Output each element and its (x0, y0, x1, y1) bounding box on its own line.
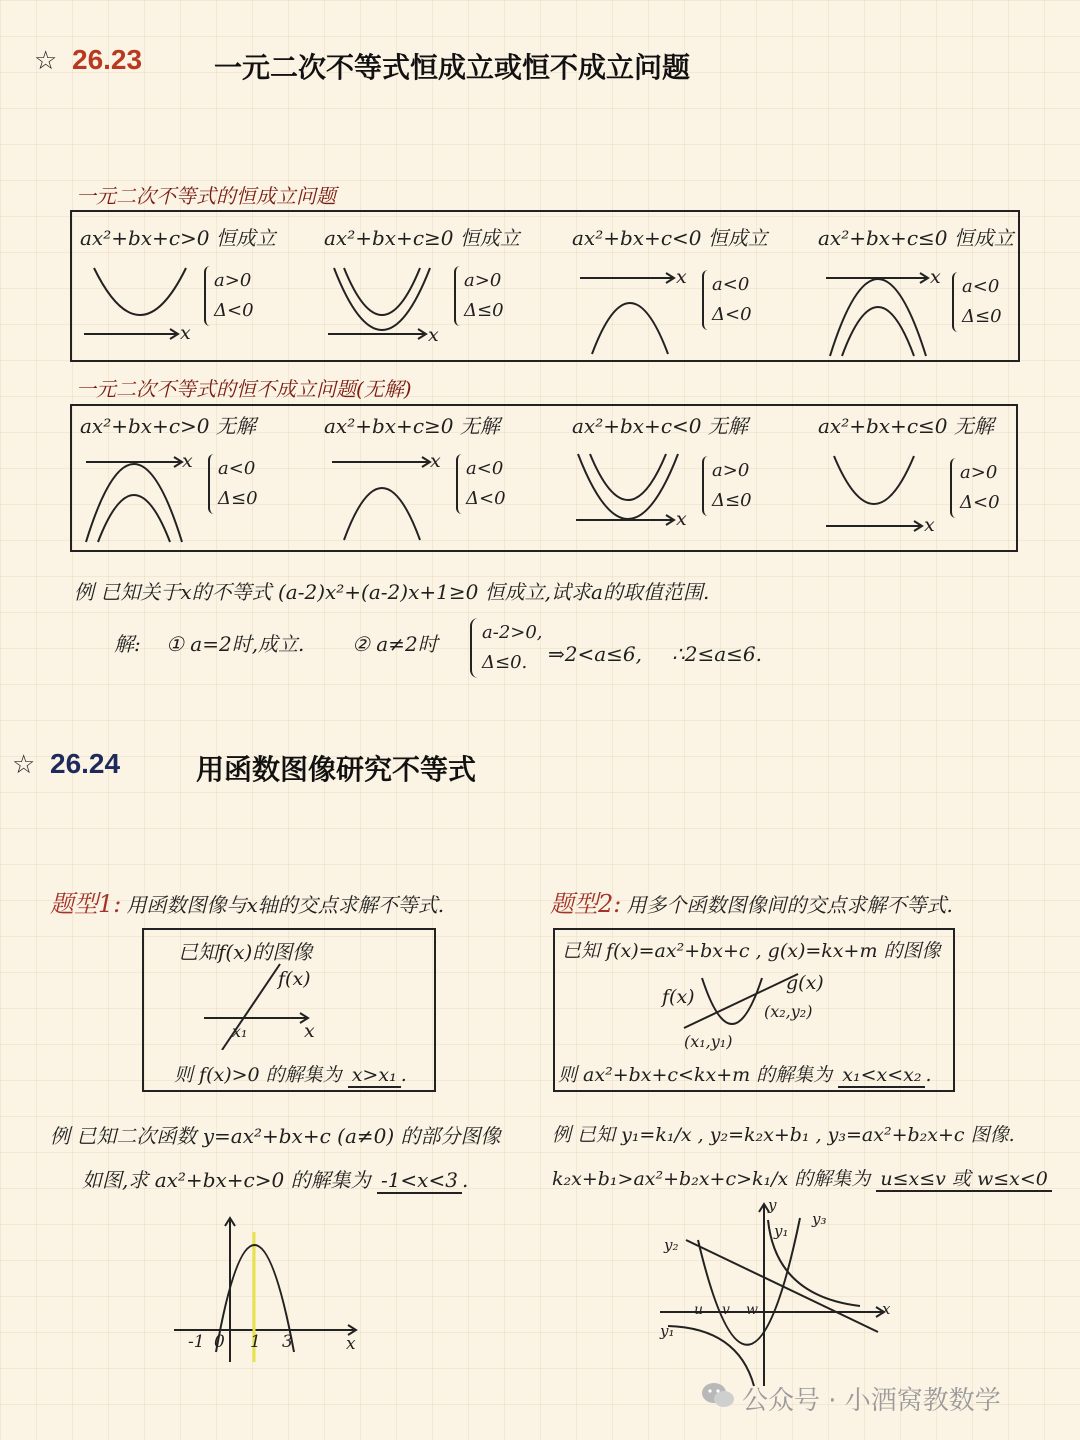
solution-implies: ⇒2<a≤6, (548, 642, 643, 666)
example1-line2: 如图,求 ax²+bx+c>0 的解集为 -1<x<3 . (82, 1168, 469, 1192)
type2-heading: 题型2: 用多个函数图像间的交点求解不等式. (550, 890, 953, 918)
inequality-label: ax²+bx+c≥0 无解 (324, 414, 500, 438)
parabola-up-touching-axis (572, 450, 702, 545)
parabola-down-touching-axis (818, 262, 948, 357)
tick-label-neg1: -1 (188, 1332, 205, 1352)
fx-label: f(x) (278, 968, 311, 990)
y-axis-label: y (768, 1196, 777, 1214)
inequality-label: ax²+bx+c≤0 恒成立 (818, 226, 1014, 250)
condition-brace: a>0 Δ<0 (950, 458, 1000, 518)
type2-box-title: 已知 f(x)=ax²+bx+c , g(x)=kx+m 的图像 (562, 940, 941, 962)
solution-label: 解: (114, 632, 141, 656)
always-true-case-4 (818, 222, 1018, 362)
condition-brace: a<0 Δ<0 (456, 454, 506, 514)
no-solution-case-4 (818, 410, 1018, 550)
solution-case-1: ① a=2时,成立. (166, 632, 305, 656)
always-true-case-1 (80, 222, 310, 362)
wechat-icon (700, 1380, 736, 1410)
condition-brace: a>0 Δ<0 (204, 266, 254, 326)
star-icon: ☆ (12, 750, 36, 780)
gx-label: g(x) (786, 972, 824, 994)
y1-label-right: y₁ (774, 1222, 789, 1240)
section-number: 26.23 (72, 44, 143, 75)
type1-heading: 题型1: 用函数图像与x轴的交点求解不等式. (50, 890, 445, 918)
example2-line2: k₂x+b₁>ax²+b₂x+c>k₁/x 的解集为 u≤x≤v 或 w≤x<0 (552, 1164, 1052, 1191)
type2-answer: 则 ax²+bx+c<kx+m 的解集为 x₁<x<x₂ . (558, 1064, 932, 1086)
y1-label-left: y₁ (660, 1322, 675, 1340)
example2-line1: 例 已知 y₁=k₁/x , y₂=k₂x+b₁ , y₃=ax²+b₂x+c 图像. (552, 1124, 1015, 1146)
example1-line1: 例 已知二次函数 y=ax²+bx+c (a≠0) 的部分图像 (50, 1124, 501, 1148)
solution-case-2: ② a≠2时 (352, 632, 438, 656)
always-true-case-3 (572, 222, 802, 362)
solution-result: ∴2≤a≤6. (672, 642, 762, 666)
type1-box-title: 已知f(x)的图像 (178, 940, 313, 964)
axis-x-label: x (428, 324, 439, 346)
condition-brace: a>0 Δ≤0 (702, 456, 752, 516)
example-problem: 例 已知关于x的不等式 (a-2)x²+(a-2)x+1≥0 恒成立,试求a的取值范围. (74, 580, 710, 604)
star-icon: ☆ (34, 46, 58, 76)
section-title: 一元二次不等式恒成立或恒不成立问题 (214, 51, 691, 84)
axis-x-label: x (182, 450, 193, 472)
condition-brace: a>0 Δ≤0 (454, 266, 504, 326)
inequality-label: ax²+bx+c>0 无解 (80, 414, 256, 438)
tick-label-1: 1 (250, 1332, 261, 1352)
no-solution-case-3 (572, 410, 802, 550)
fx-label: f(x) (662, 986, 695, 1008)
u-label: u (694, 1302, 704, 1318)
axis-x-label: x (676, 266, 687, 288)
axis-x-label: x (882, 1300, 891, 1318)
condition-brace: a<0 Δ≤0 (208, 454, 258, 514)
condition-brace: a<0 Δ<0 (702, 270, 752, 330)
tick-label-3: 3 (282, 1332, 293, 1352)
inequality-label: ax²+bx+c<0 无解 (572, 414, 748, 438)
condition-brace: a<0 Δ≤0 (952, 272, 1002, 332)
section-title: 用函数图像研究不等式 (196, 753, 477, 786)
axis-x-label: x (346, 1334, 356, 1354)
watermark-text: 公众号 · 小酒窝教数学 (742, 1386, 1001, 1416)
always-true-case-2 (324, 222, 554, 362)
subheading-never-true: 一元二次不等式的恒不成立问题(无解) (76, 377, 412, 401)
w-label: w (746, 1302, 758, 1318)
axis-x-label: x (180, 322, 191, 344)
tick-label-0: 0 (214, 1332, 225, 1352)
axis-x-label: x (676, 508, 687, 530)
type1-graph (196, 960, 356, 1050)
axis-x-label: x (430, 450, 441, 472)
subheading-always-true: 一元二次不等式的恒成立问题 (76, 184, 336, 208)
y3-label: y₃ (812, 1210, 827, 1228)
inequality-label: ax²+bx+c>0 恒成立 (80, 226, 276, 250)
solution-conditions: a-2>0, Δ≤0. (470, 618, 543, 678)
no-solution-case-1 (80, 410, 310, 550)
type1-answer: 则 f(x)>0 的解集为 x>x₁ . (174, 1064, 407, 1086)
y2-label: y₂ (664, 1236, 679, 1254)
no-solution-case-2 (324, 410, 554, 550)
v-label: v (722, 1302, 730, 1318)
axis-x-label: x (930, 266, 941, 288)
axis-x-label: x (304, 1020, 315, 1042)
section-number: 26.24 (50, 748, 121, 779)
inequality-label: ax²+bx+c<0 恒成立 (572, 226, 768, 250)
x1-label: x₁ (232, 1022, 248, 1041)
axis-x-label: x (924, 514, 935, 536)
point-2-label: (x₂,y₂) (764, 1002, 813, 1021)
point-1-label: (x₁,y₁) (684, 1032, 733, 1051)
inequality-label: ax²+bx+c≥0 恒成立 (324, 226, 520, 250)
inequality-label: ax²+bx+c≤0 无解 (818, 414, 994, 438)
